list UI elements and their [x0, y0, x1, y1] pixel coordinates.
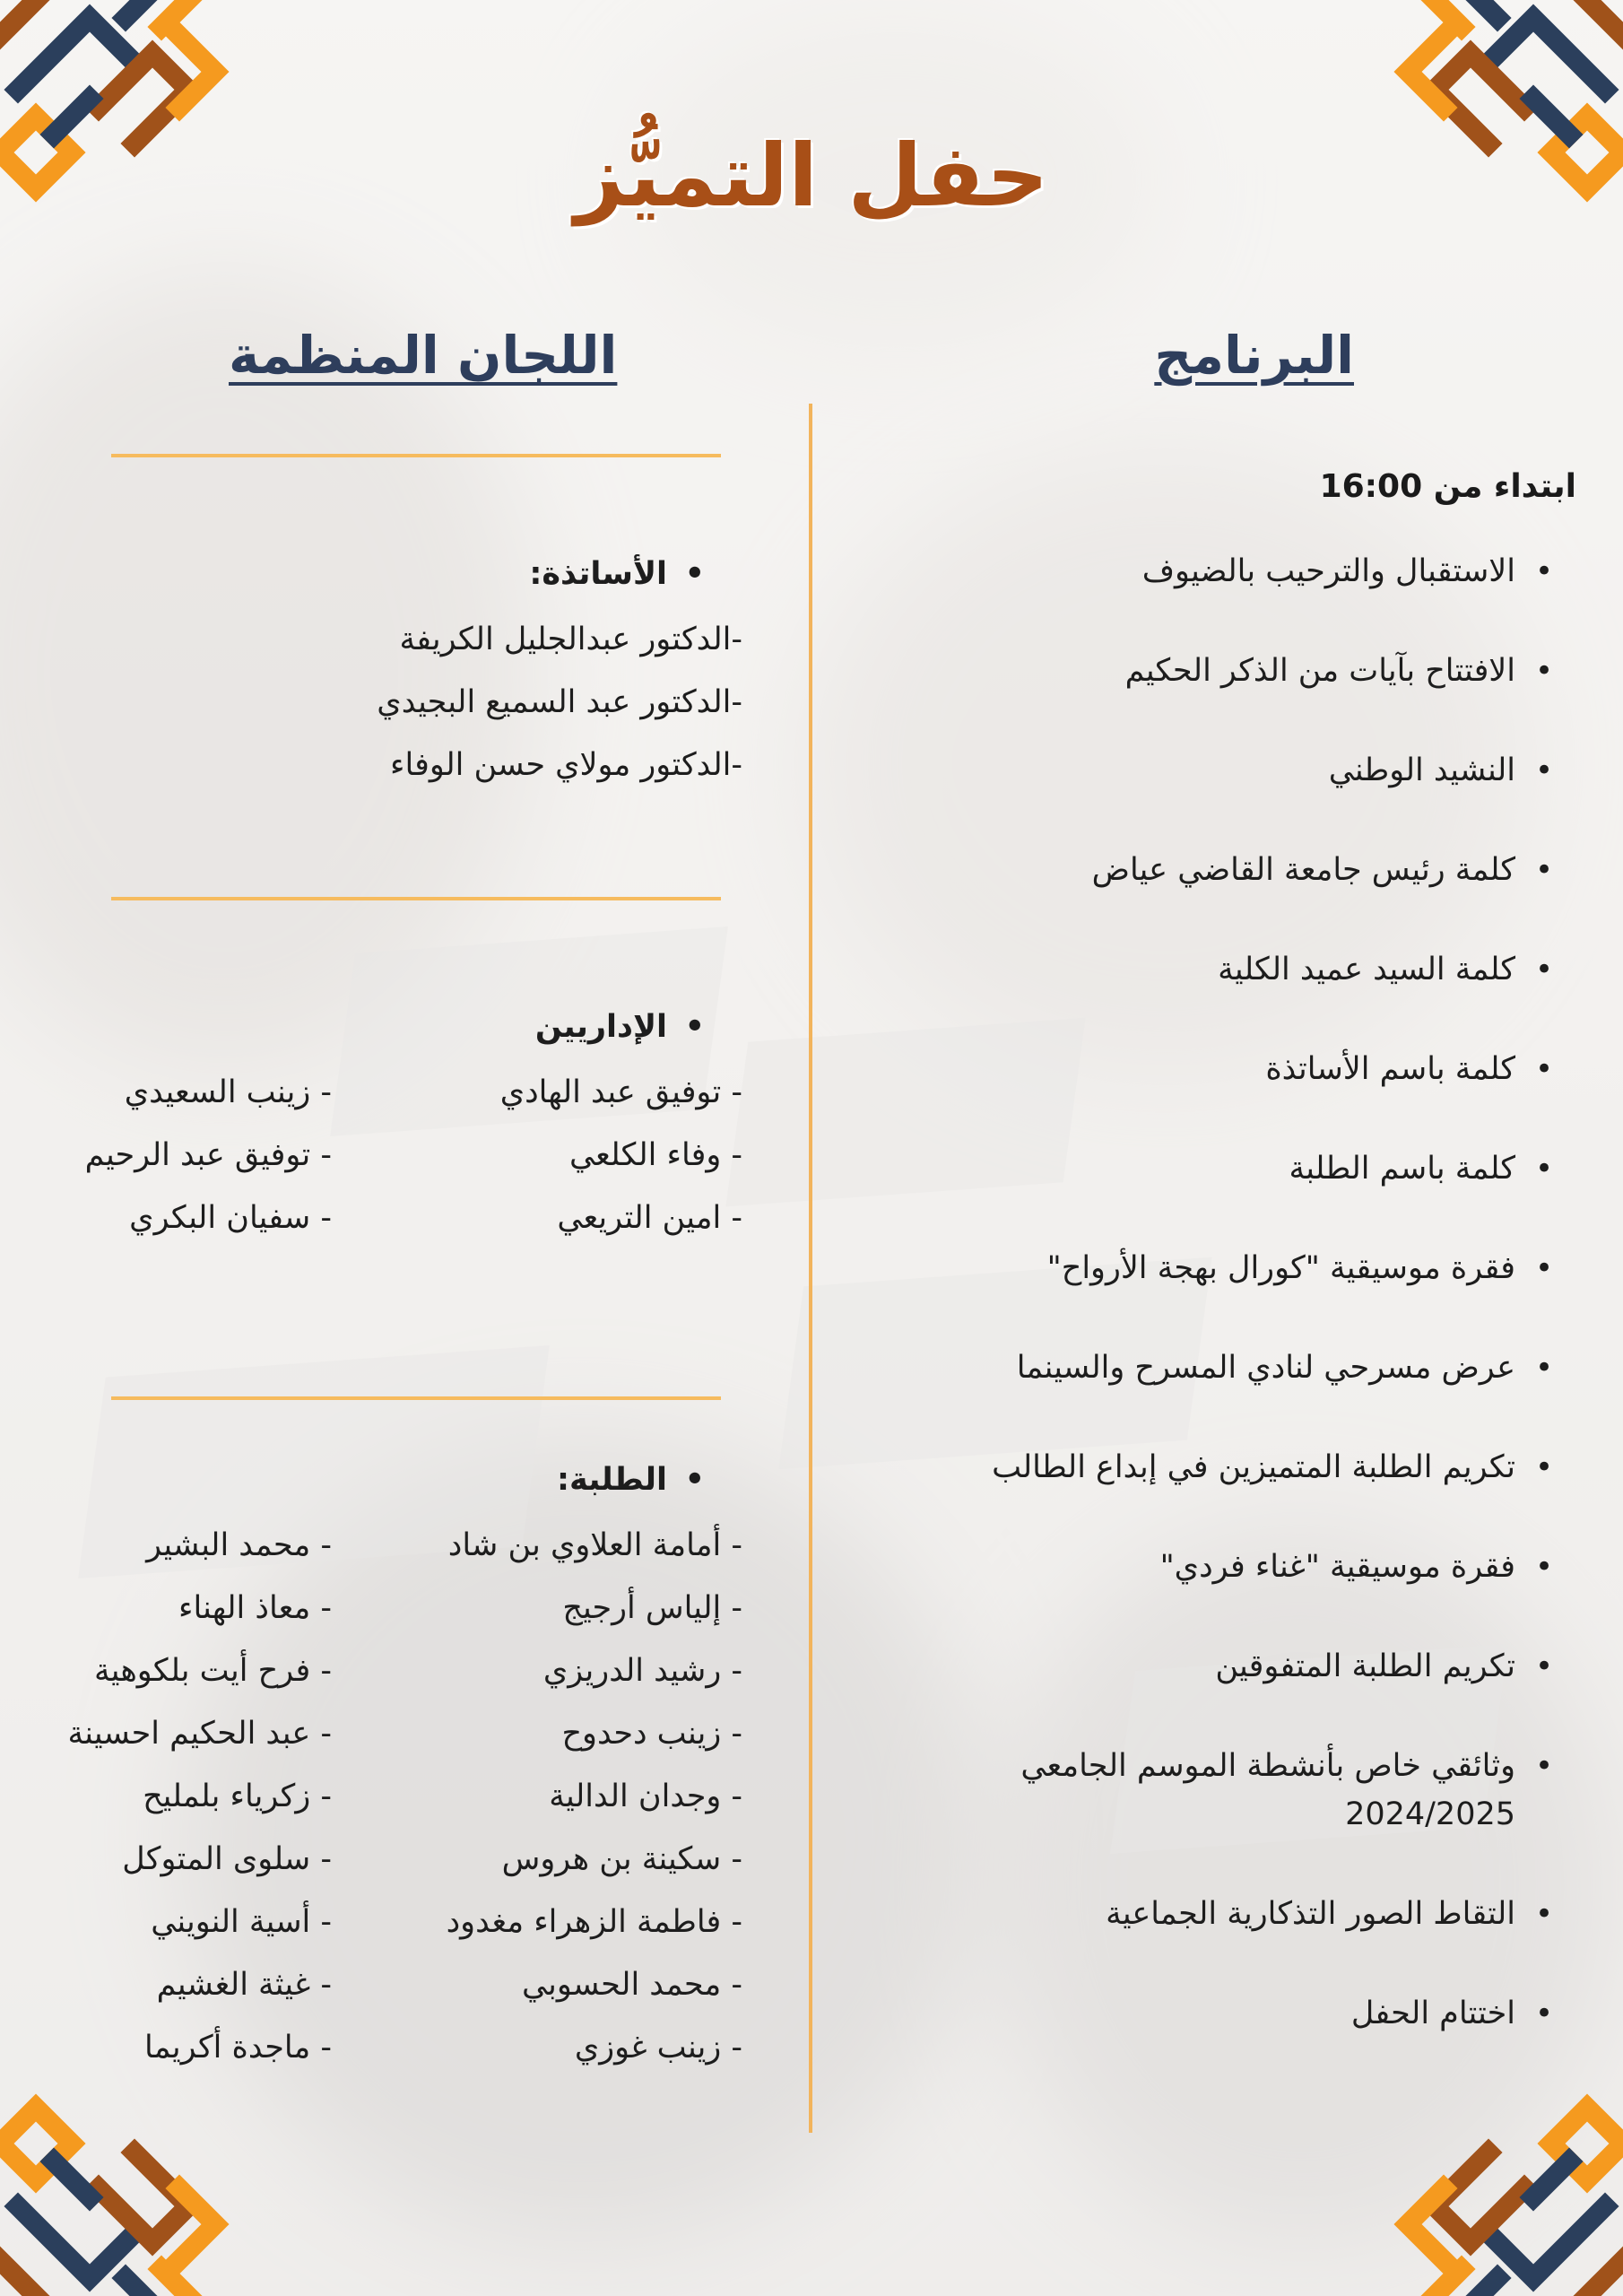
list-item: - سفيان البكري	[129, 1200, 332, 1236]
students-list-1	[447, 1514, 742, 2079]
list-item: - سلوى المتوكل	[122, 1841, 332, 1877]
program-item: • الافتتاح بآيات من الذكر الحكيم	[726, 647, 1515, 695]
list-item: - ماجدة أكريما	[144, 2030, 332, 2066]
list-item: - إلياس أرجيج	[562, 1590, 742, 1626]
list-item: - محمد الحسوبي	[521, 1967, 742, 2003]
corner-pattern-bottom-left	[0, 2072, 242, 2296]
list-item: - زينب دحدوح	[561, 1716, 742, 1752]
list-item: - توفيق عبد الرحيم	[84, 1137, 332, 1173]
list-item: - فاطمة الزهراء مغدود	[446, 1904, 742, 1940]
list-item: - وجدان الدالية	[549, 1779, 742, 1814]
committees-heading: اللجان المنظمة	[229, 325, 618, 386]
list-item: - غيثة الغشيم	[156, 1967, 332, 2003]
list-item: - عبد الحكيم احسينة	[67, 1716, 332, 1752]
program-item: • فقرة موسيقية "كورال بهجة الأرواح"	[726, 1244, 1515, 1292]
program-item: • كلمة باسم الطلبة	[726, 1144, 1515, 1193]
start-time: ابتداء من 16:00	[1319, 468, 1576, 505]
program-item: • تكريم الطلبة المتميزين في إبداع الطالب	[726, 1443, 1515, 1492]
students-list-2	[68, 1514, 332, 2079]
program-item: • اختتام الحفل	[726, 1989, 1515, 2038]
program-item: • كلمة رئيس جامعة القاضي عياض	[726, 846, 1515, 894]
list-item: - توفيق عبد الهادي	[499, 1074, 742, 1110]
list-item: - فرح أيت بلكوهية	[94, 1653, 332, 1689]
program-list	[726, 547, 1515, 2089]
administrators-title: • الإداريين	[535, 1009, 667, 1045]
list-item: - معاذ الهناء	[178, 1590, 332, 1626]
list-item: - رشيد الدريزي	[542, 1653, 742, 1689]
administrators-list-1	[500, 1061, 742, 1249]
professors-list	[377, 608, 742, 796]
list-item: - سكينة بن هروس	[501, 1841, 742, 1877]
list-item: - أمامة العلاوي بن شاد	[447, 1527, 742, 1563]
corner-pattern-bottom-right	[1381, 2072, 1623, 2296]
program-item: • فقرة موسيقية "غناء فردي"	[726, 1543, 1515, 1591]
list-item: -الدكتور عبد السميع البجيدي	[377, 684, 742, 720]
section-divider	[111, 897, 721, 900]
program-item: • التقاط الصور التذكارية الجماعية	[726, 1890, 1515, 1938]
program-item: • وثائقي خاص بأنشطة الموسم الجامعي 2024/2025	[906, 1742, 1515, 1839]
section-divider	[111, 454, 721, 457]
program-heading: البرنامج	[1154, 325, 1354, 386]
list-item: - أسية النويني	[151, 1904, 332, 1940]
program-item: • عرض مسرحي لنادي المسرح والسينما	[726, 1344, 1515, 1392]
program-item: • كلمة السيد عميد الكلية	[726, 945, 1515, 994]
list-item: - محمد البشير	[146, 1527, 332, 1563]
list-item: - زكرياء بلمليح	[143, 1779, 332, 1814]
list-item: - وفاء الكلعي	[569, 1137, 742, 1173]
list-item: -الدكتور عبدالجليل الكريفة	[399, 622, 742, 657]
page-title: حفل التميُّز	[574, 126, 1049, 226]
students-title: • الطلبة:	[557, 1462, 667, 1498]
program-item: • الاستقبال والترحيب بالضيوف	[726, 547, 1515, 596]
list-item: -الدكتور مولاي حسن الوفاء	[390, 747, 742, 783]
administrators-list-2	[85, 1061, 332, 1249]
program-item: • كلمة باسم الأساتذة	[726, 1045, 1515, 1093]
program-item: • النشيد الوطني	[726, 746, 1515, 795]
program-item: • تكريم الطلبة المتفوقين	[726, 1642, 1515, 1691]
list-item: - زينب غوزي	[574, 2030, 742, 2066]
section-divider	[111, 1396, 721, 1400]
list-item: - زينب السعيدي	[124, 1074, 332, 1110]
list-item: - امين التريعي	[557, 1200, 742, 1236]
professors-title: • الأساتذة:	[529, 556, 667, 592]
